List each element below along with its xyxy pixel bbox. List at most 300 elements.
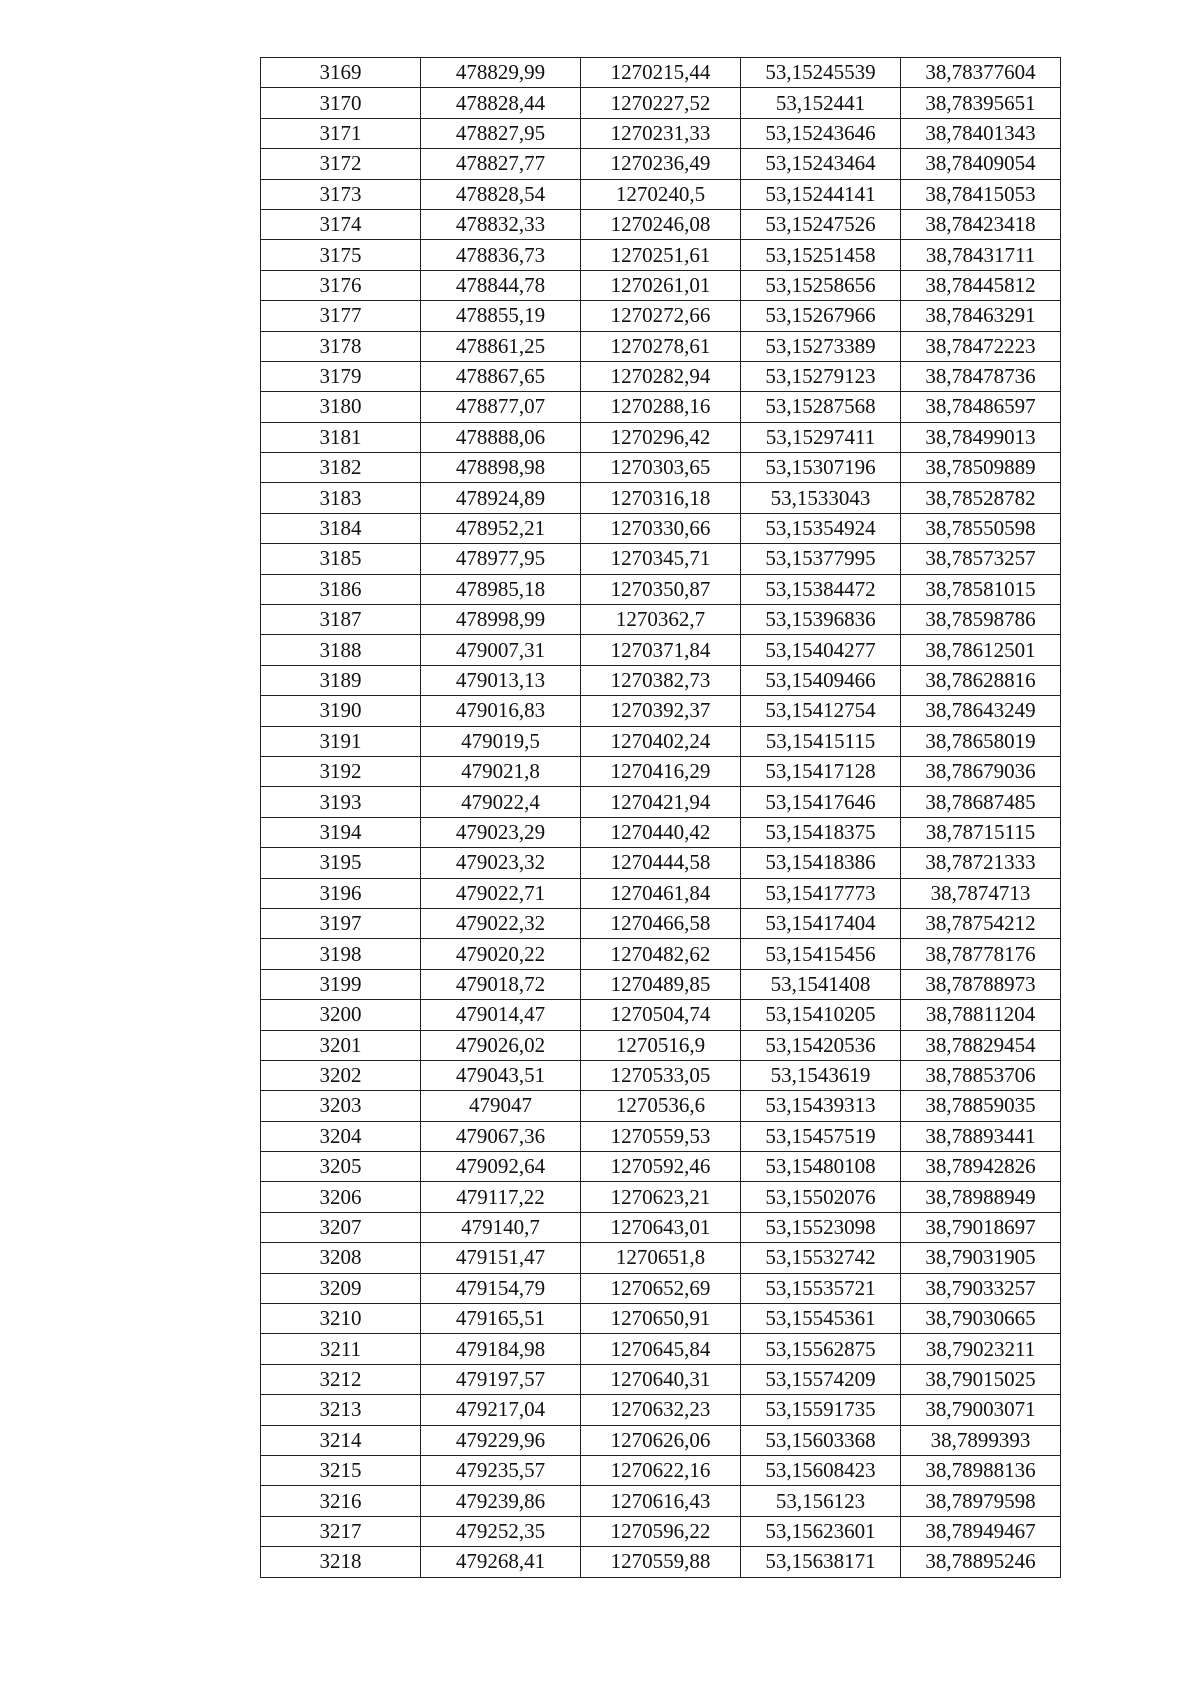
longitude-cell: 38,78988136 (901, 1455, 1061, 1485)
point-number-cell: 3176 (261, 270, 421, 300)
point-number-cell: 3206 (261, 1182, 421, 1212)
point-number-cell: 3175 (261, 240, 421, 270)
coord-x-cell: 478877,07 (421, 392, 581, 422)
longitude-cell: 38,78754212 (901, 908, 1061, 938)
coord-x-cell: 478985,18 (421, 574, 581, 604)
point-number-cell: 3203 (261, 1091, 421, 1121)
table-row (261, 1425, 1061, 1455)
point-number-cell: 3172 (261, 149, 421, 179)
point-number-cell: 3191 (261, 726, 421, 756)
coord-x-cell: 478836,73 (421, 240, 581, 270)
table-row (261, 1212, 1061, 1242)
point-number-cell: 3199 (261, 969, 421, 999)
latitude-cell: 53,15574209 (741, 1364, 901, 1394)
latitude-cell: 53,15420536 (741, 1030, 901, 1060)
longitude-cell: 38,78528782 (901, 483, 1061, 513)
longitude-cell: 38,78628816 (901, 665, 1061, 695)
table-row (261, 1091, 1061, 1121)
point-number-cell: 3205 (261, 1152, 421, 1182)
coord-y-cell: 1270227,52 (581, 88, 741, 118)
coord-y-cell: 1270251,61 (581, 240, 741, 270)
coord-x-cell: 479016,83 (421, 696, 581, 726)
coord-x-cell: 479184,98 (421, 1334, 581, 1364)
coord-y-cell: 1270278,61 (581, 331, 741, 361)
coord-y-cell: 1270444,58 (581, 848, 741, 878)
coord-x-cell: 479022,32 (421, 908, 581, 938)
longitude-cell: 38,78431711 (901, 240, 1061, 270)
latitude-cell: 53,15258656 (741, 270, 901, 300)
latitude-cell: 53,15532742 (741, 1243, 901, 1273)
table-row (261, 301, 1061, 331)
coord-y-cell: 1270215,44 (581, 58, 741, 88)
point-number-cell: 3217 (261, 1516, 421, 1546)
coord-y-cell: 1270282,94 (581, 361, 741, 391)
latitude-cell: 53,15404277 (741, 635, 901, 665)
point-number-cell: 3184 (261, 513, 421, 543)
coord-x-cell: 478924,89 (421, 483, 581, 513)
coord-y-cell: 1270416,29 (581, 756, 741, 786)
point-number-cell: 3196 (261, 878, 421, 908)
point-number-cell: 3189 (261, 665, 421, 695)
coord-y-cell: 1270421,94 (581, 787, 741, 817)
point-number-cell: 3216 (261, 1486, 421, 1516)
coord-x-cell: 479117,22 (421, 1182, 581, 1212)
coord-y-cell: 1270382,73 (581, 665, 741, 695)
latitude-cell: 53,15603368 (741, 1425, 901, 1455)
coord-x-cell: 478827,95 (421, 118, 581, 148)
latitude-cell: 53,15418386 (741, 848, 901, 878)
point-number-cell: 3182 (261, 453, 421, 483)
table-row (261, 878, 1061, 908)
coord-x-cell: 479151,47 (421, 1243, 581, 1273)
longitude-cell: 38,78721333 (901, 848, 1061, 878)
coord-x-cell: 478828,54 (421, 179, 581, 209)
coord-y-cell: 1270536,6 (581, 1091, 741, 1121)
point-number-cell: 3178 (261, 331, 421, 361)
longitude-cell: 38,7899393 (901, 1425, 1061, 1455)
longitude-cell: 38,78598786 (901, 605, 1061, 635)
coord-y-cell: 1270622,16 (581, 1455, 741, 1485)
coord-x-cell: 478844,78 (421, 270, 581, 300)
coord-x-cell: 478888,06 (421, 422, 581, 452)
coord-x-cell: 478829,99 (421, 58, 581, 88)
table-row (261, 1152, 1061, 1182)
longitude-cell: 38,78499013 (901, 422, 1061, 452)
coord-x-cell: 479007,31 (421, 635, 581, 665)
longitude-cell: 38,78581015 (901, 574, 1061, 604)
latitude-cell: 53,15562875 (741, 1334, 901, 1364)
latitude-cell: 53,15279123 (741, 361, 901, 391)
longitude-cell: 38,78788973 (901, 969, 1061, 999)
point-number-cell: 3170 (261, 88, 421, 118)
latitude-cell: 53,15523098 (741, 1212, 901, 1242)
latitude-cell: 53,156123 (741, 1486, 901, 1516)
latitude-cell: 53,15535721 (741, 1273, 901, 1303)
longitude-cell: 38,78423418 (901, 209, 1061, 239)
latitude-cell: 53,15273389 (741, 331, 901, 361)
longitude-cell: 38,78395651 (901, 88, 1061, 118)
longitude-cell: 38,78463291 (901, 301, 1061, 331)
point-number-cell: 3208 (261, 1243, 421, 1273)
latitude-cell: 53,152441 (741, 88, 901, 118)
longitude-cell: 38,79015025 (901, 1364, 1061, 1394)
point-number-cell: 3201 (261, 1030, 421, 1060)
latitude-cell: 53,1533043 (741, 483, 901, 513)
longitude-cell: 38,78853706 (901, 1060, 1061, 1090)
table-row (261, 605, 1061, 635)
longitude-cell: 38,78478736 (901, 361, 1061, 391)
table-row (261, 908, 1061, 938)
coord-y-cell: 1270316,18 (581, 483, 741, 513)
longitude-cell: 38,78472223 (901, 331, 1061, 361)
latitude-cell: 53,15377995 (741, 544, 901, 574)
table-row (261, 179, 1061, 209)
coord-x-cell: 478828,44 (421, 88, 581, 118)
point-number-cell: 3173 (261, 179, 421, 209)
point-number-cell: 3174 (261, 209, 421, 239)
coord-x-cell: 479067,36 (421, 1121, 581, 1151)
coord-x-cell: 479019,5 (421, 726, 581, 756)
latitude-cell: 53,15457519 (741, 1121, 901, 1151)
longitude-cell: 38,78573257 (901, 544, 1061, 574)
table-row (261, 392, 1061, 422)
coord-y-cell: 1270616,43 (581, 1486, 741, 1516)
longitude-cell: 38,78988949 (901, 1182, 1061, 1212)
coord-x-cell: 479252,35 (421, 1516, 581, 1546)
coord-x-cell: 479018,72 (421, 969, 581, 999)
table-row (261, 149, 1061, 179)
latitude-cell: 53,15244141 (741, 179, 901, 209)
coord-y-cell: 1270643,01 (581, 1212, 741, 1242)
table-row (261, 635, 1061, 665)
coord-y-cell: 1270296,42 (581, 422, 741, 452)
point-number-cell: 3214 (261, 1425, 421, 1455)
table-row (261, 817, 1061, 847)
point-number-cell: 3183 (261, 483, 421, 513)
point-number-cell: 3198 (261, 939, 421, 969)
coord-y-cell: 1270482,62 (581, 939, 741, 969)
longitude-cell: 38,78979598 (901, 1486, 1061, 1516)
table-row (261, 483, 1061, 513)
latitude-cell: 53,15418375 (741, 817, 901, 847)
longitude-cell: 38,78401343 (901, 118, 1061, 148)
longitude-cell: 38,78893441 (901, 1121, 1061, 1151)
coord-y-cell: 1270231,33 (581, 118, 741, 148)
table-row (261, 756, 1061, 786)
longitude-cell: 38,78643249 (901, 696, 1061, 726)
coord-x-cell: 479217,04 (421, 1395, 581, 1425)
coord-y-cell: 1270645,84 (581, 1334, 741, 1364)
coord-x-cell: 479092,64 (421, 1152, 581, 1182)
table-row (261, 361, 1061, 391)
latitude-cell: 53,15297411 (741, 422, 901, 452)
longitude-cell: 38,78409054 (901, 149, 1061, 179)
point-number-cell: 3204 (261, 1121, 421, 1151)
point-number-cell: 3169 (261, 58, 421, 88)
table-row (261, 331, 1061, 361)
table-row (261, 118, 1061, 148)
point-number-cell: 3200 (261, 1000, 421, 1030)
coord-y-cell: 1270261,01 (581, 270, 741, 300)
table-row (261, 1516, 1061, 1546)
point-number-cell: 3211 (261, 1334, 421, 1364)
point-number-cell: 3186 (261, 574, 421, 604)
longitude-cell: 38,78445812 (901, 270, 1061, 300)
point-number-cell: 3202 (261, 1060, 421, 1090)
table-row (261, 240, 1061, 270)
point-number-cell: 3209 (261, 1273, 421, 1303)
coord-x-cell: 479268,41 (421, 1547, 581, 1577)
point-number-cell: 3197 (261, 908, 421, 938)
coord-y-cell: 1270489,85 (581, 969, 741, 999)
coord-y-cell: 1270652,69 (581, 1273, 741, 1303)
table-row (261, 696, 1061, 726)
latitude-cell: 53,15384472 (741, 574, 901, 604)
coord-y-cell: 1270461,84 (581, 878, 741, 908)
latitude-cell: 53,15251458 (741, 240, 901, 270)
coord-y-cell: 1270596,22 (581, 1516, 741, 1546)
longitude-cell: 38,78550598 (901, 513, 1061, 543)
table-row (261, 1060, 1061, 1090)
longitude-cell: 38,78687485 (901, 787, 1061, 817)
table-row (261, 848, 1061, 878)
coord-y-cell: 1270533,05 (581, 1060, 741, 1090)
table-row (261, 58, 1061, 88)
coord-x-cell: 479047 (421, 1091, 581, 1121)
coord-x-cell: 479026,02 (421, 1030, 581, 1060)
table-row (261, 939, 1061, 969)
latitude-cell: 53,15409466 (741, 665, 901, 695)
coord-x-cell: 479235,57 (421, 1455, 581, 1485)
longitude-cell: 38,78658019 (901, 726, 1061, 756)
latitude-cell: 53,15591735 (741, 1395, 901, 1425)
coord-x-cell: 479022,71 (421, 878, 581, 908)
latitude-cell: 53,15480108 (741, 1152, 901, 1182)
coord-y-cell: 1270632,23 (581, 1395, 741, 1425)
latitude-cell: 53,15623601 (741, 1516, 901, 1546)
coord-x-cell: 479021,8 (421, 756, 581, 786)
table-row (261, 1486, 1061, 1516)
table-row (261, 544, 1061, 574)
latitude-cell: 53,15354924 (741, 513, 901, 543)
coord-y-cell: 1270371,84 (581, 635, 741, 665)
coord-y-cell: 1270246,08 (581, 209, 741, 239)
latitude-cell: 53,15417128 (741, 756, 901, 786)
longitude-cell: 38,78377604 (901, 58, 1061, 88)
coord-x-cell: 479165,51 (421, 1304, 581, 1334)
coord-x-cell: 479020,22 (421, 939, 581, 969)
longitude-cell: 38,78715115 (901, 817, 1061, 847)
coord-y-cell: 1270392,37 (581, 696, 741, 726)
coord-y-cell: 1270345,71 (581, 544, 741, 574)
coord-y-cell: 1270559,53 (581, 1121, 741, 1151)
latitude-cell: 53,15243464 (741, 149, 901, 179)
longitude-cell: 38,78859035 (901, 1091, 1061, 1121)
coord-y-cell: 1270362,7 (581, 605, 741, 635)
point-number-cell: 3180 (261, 392, 421, 422)
coord-y-cell: 1270650,91 (581, 1304, 741, 1334)
point-number-cell: 3215 (261, 1455, 421, 1485)
coord-x-cell: 479239,86 (421, 1486, 581, 1516)
coord-x-cell: 479154,79 (421, 1273, 581, 1303)
longitude-cell: 38,78486597 (901, 392, 1061, 422)
latitude-cell: 53,15412754 (741, 696, 901, 726)
coord-x-cell: 478827,77 (421, 149, 581, 179)
coordinates-table-body (261, 58, 1061, 1578)
table-row (261, 787, 1061, 817)
coord-x-cell: 479022,4 (421, 787, 581, 817)
coord-x-cell: 478952,21 (421, 513, 581, 543)
latitude-cell: 53,1541408 (741, 969, 901, 999)
latitude-cell: 53,15417404 (741, 908, 901, 938)
point-number-cell: 3213 (261, 1395, 421, 1425)
coord-x-cell: 479197,57 (421, 1364, 581, 1394)
longitude-cell: 38,79033257 (901, 1273, 1061, 1303)
table-row (261, 1334, 1061, 1364)
table-row (261, 1455, 1061, 1485)
coord-y-cell: 1270303,65 (581, 453, 741, 483)
coord-y-cell: 1270440,42 (581, 817, 741, 847)
point-number-cell: 3179 (261, 361, 421, 391)
latitude-cell: 53,15545361 (741, 1304, 901, 1334)
point-number-cell: 3212 (261, 1364, 421, 1394)
table-row (261, 1395, 1061, 1425)
longitude-cell: 38,78949467 (901, 1516, 1061, 1546)
longitude-cell: 38,79030665 (901, 1304, 1061, 1334)
table-row (261, 1547, 1061, 1577)
coord-x-cell: 479023,29 (421, 817, 581, 847)
coord-x-cell: 479043,51 (421, 1060, 581, 1090)
latitude-cell: 53,15287568 (741, 392, 901, 422)
latitude-cell: 53,15417646 (741, 787, 901, 817)
longitude-cell: 38,78811204 (901, 1000, 1061, 1030)
coord-x-cell: 478832,33 (421, 209, 581, 239)
point-number-cell: 3185 (261, 544, 421, 574)
coord-y-cell: 1270350,87 (581, 574, 741, 604)
longitude-cell: 38,78679036 (901, 756, 1061, 786)
table-row (261, 1364, 1061, 1394)
point-number-cell: 3210 (261, 1304, 421, 1334)
coord-x-cell: 478855,19 (421, 301, 581, 331)
point-number-cell: 3177 (261, 301, 421, 331)
coord-x-cell: 479229,96 (421, 1425, 581, 1455)
coord-y-cell: 1270626,06 (581, 1425, 741, 1455)
table-row (261, 574, 1061, 604)
table-row (261, 270, 1061, 300)
coord-y-cell: 1270651,8 (581, 1243, 741, 1273)
point-number-cell: 3187 (261, 605, 421, 635)
coord-y-cell: 1270640,31 (581, 1364, 741, 1394)
latitude-cell: 53,15247526 (741, 209, 901, 239)
coord-y-cell: 1270330,66 (581, 513, 741, 543)
longitude-cell: 38,78895246 (901, 1547, 1061, 1577)
point-number-cell: 3193 (261, 787, 421, 817)
coord-y-cell: 1270559,88 (581, 1547, 741, 1577)
longitude-cell: 38,79003071 (901, 1395, 1061, 1425)
coord-x-cell: 478998,99 (421, 605, 581, 635)
coord-x-cell: 478898,98 (421, 453, 581, 483)
longitude-cell: 38,78778176 (901, 939, 1061, 969)
point-number-cell: 3190 (261, 696, 421, 726)
latitude-cell: 53,15307196 (741, 453, 901, 483)
longitude-cell: 38,79031905 (901, 1243, 1061, 1273)
coord-y-cell: 1270592,46 (581, 1152, 741, 1182)
table-row (261, 1121, 1061, 1151)
coord-x-cell: 479140,7 (421, 1212, 581, 1242)
table-row (261, 726, 1061, 756)
coord-y-cell: 1270623,21 (581, 1182, 741, 1212)
latitude-cell: 53,15415456 (741, 939, 901, 969)
point-number-cell: 3195 (261, 848, 421, 878)
coord-x-cell: 478977,95 (421, 544, 581, 574)
table-row (261, 1304, 1061, 1334)
coord-y-cell: 1270236,49 (581, 149, 741, 179)
coord-x-cell: 479013,13 (421, 665, 581, 695)
table-row (261, 88, 1061, 118)
table-row (261, 1273, 1061, 1303)
point-number-cell: 3171 (261, 118, 421, 148)
coord-y-cell: 1270402,24 (581, 726, 741, 756)
table-row (261, 1182, 1061, 1212)
point-number-cell: 3188 (261, 635, 421, 665)
point-number-cell: 3194 (261, 817, 421, 847)
table-row (261, 422, 1061, 452)
latitude-cell: 53,15415115 (741, 726, 901, 756)
latitude-cell: 53,15417773 (741, 878, 901, 908)
longitude-cell: 38,78942826 (901, 1152, 1061, 1182)
latitude-cell: 53,15439313 (741, 1091, 901, 1121)
longitude-cell: 38,78509889 (901, 453, 1061, 483)
table-row (261, 513, 1061, 543)
latitude-cell: 53,15245539 (741, 58, 901, 88)
coord-x-cell: 478861,25 (421, 331, 581, 361)
coord-x-cell: 478867,65 (421, 361, 581, 391)
table-row (261, 969, 1061, 999)
table-row (261, 453, 1061, 483)
longitude-cell: 38,78829454 (901, 1030, 1061, 1060)
coord-x-cell: 479023,32 (421, 848, 581, 878)
coord-y-cell: 1270240,5 (581, 179, 741, 209)
longitude-cell: 38,79018697 (901, 1212, 1061, 1242)
latitude-cell: 53,15638171 (741, 1547, 901, 1577)
coord-y-cell: 1270288,16 (581, 392, 741, 422)
coord-y-cell: 1270504,74 (581, 1000, 741, 1030)
latitude-cell: 53,15502076 (741, 1182, 901, 1212)
table-row (261, 665, 1061, 695)
longitude-cell: 38,78612501 (901, 635, 1061, 665)
point-number-cell: 3218 (261, 1547, 421, 1577)
coord-y-cell: 1270272,66 (581, 301, 741, 331)
point-number-cell: 3192 (261, 756, 421, 786)
longitude-cell: 38,78415053 (901, 179, 1061, 209)
longitude-cell: 38,79023211 (901, 1334, 1061, 1364)
longitude-cell: 38,7874713 (901, 878, 1061, 908)
latitude-cell: 53,15267966 (741, 301, 901, 331)
latitude-cell: 53,15396836 (741, 605, 901, 635)
coord-y-cell: 1270516,9 (581, 1030, 741, 1060)
table-row (261, 1030, 1061, 1060)
coord-y-cell: 1270466,58 (581, 908, 741, 938)
table-row (261, 1243, 1061, 1273)
latitude-cell: 53,15410205 (741, 1000, 901, 1030)
table-row (261, 209, 1061, 239)
point-number-cell: 3181 (261, 422, 421, 452)
coord-x-cell: 479014,47 (421, 1000, 581, 1030)
table-row (261, 1000, 1061, 1030)
point-number-cell: 3207 (261, 1212, 421, 1242)
latitude-cell: 53,1543619 (741, 1060, 901, 1090)
coordinates-table (260, 57, 1061, 1578)
